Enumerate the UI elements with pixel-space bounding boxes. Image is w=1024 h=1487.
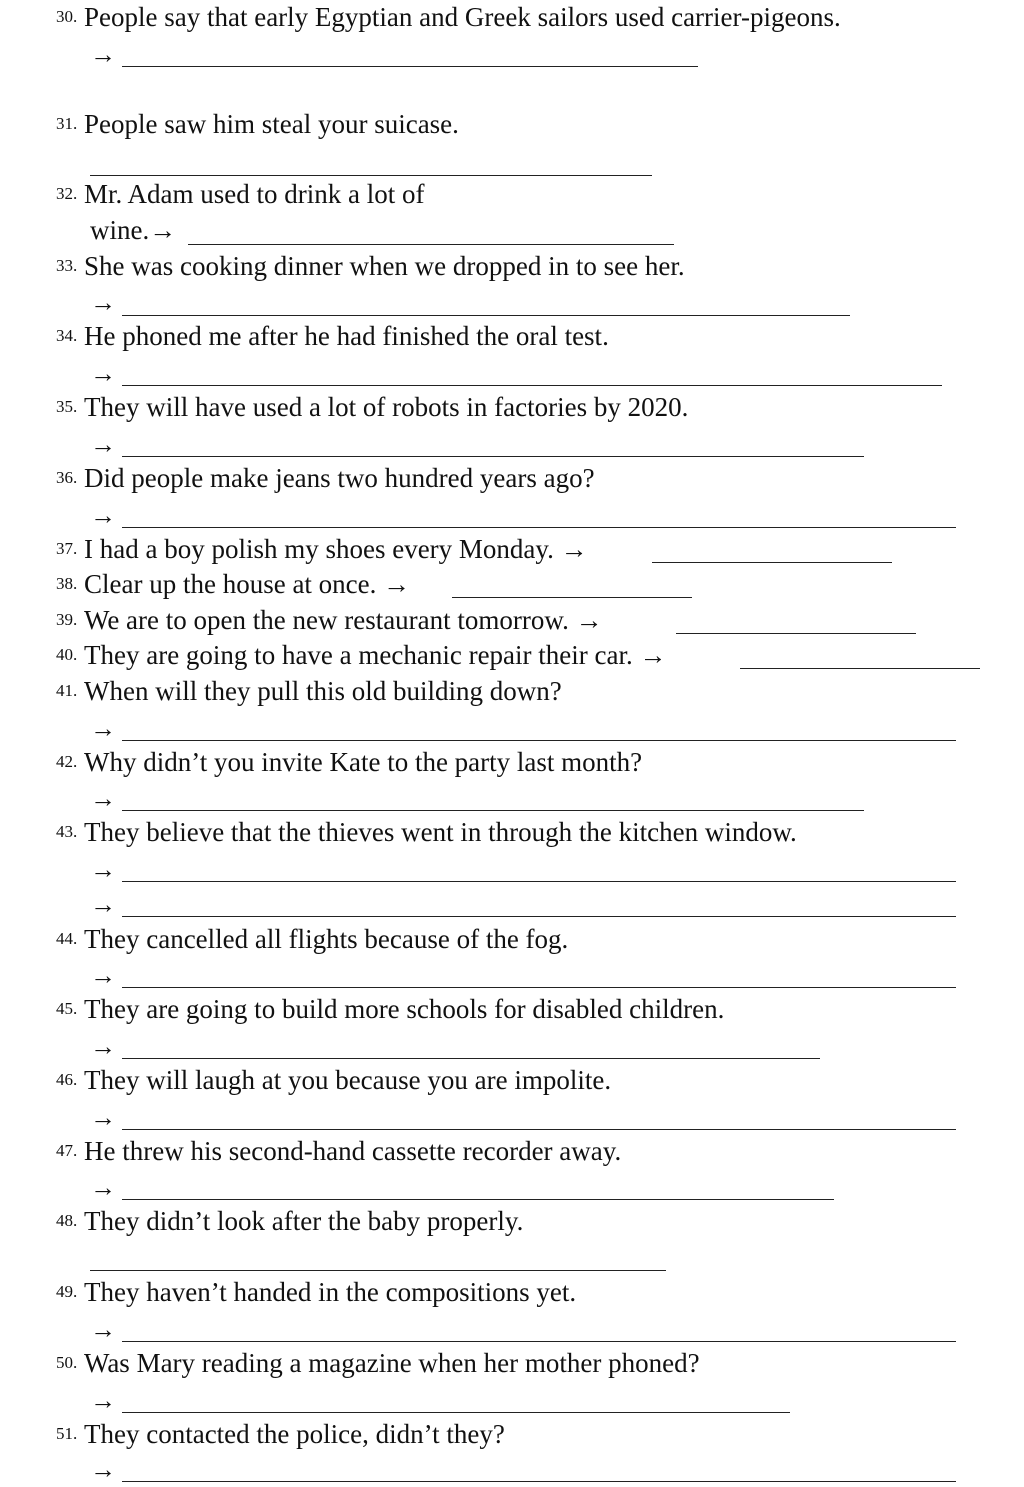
- arrow-icon: →: [90, 359, 116, 388]
- question-number: 36.: [56, 468, 78, 487]
- answer-blank-41[interactable]: [122, 740, 956, 741]
- arrow-icon: →: [90, 1173, 116, 1202]
- question-text: Was Mary reading a magazine when her mother phoned?: [84, 1348, 700, 1378]
- question-text: They believe that the thieves went in through the kitchen window.: [84, 817, 797, 847]
- question-number: 44.: [56, 929, 78, 948]
- arrow-icon: →: [90, 855, 116, 884]
- arrow-icon: →: [90, 961, 116, 990]
- question-text: They cancelled all flights because of the fog.: [84, 924, 569, 954]
- answer-blank-45[interactable]: [122, 1058, 820, 1059]
- arrow-icon: →: [90, 1032, 116, 1061]
- question-number: 49.: [56, 1282, 78, 1301]
- arrow-icon: →: [90, 1315, 116, 1344]
- question-text: They haven’t handed in the compositions yet.: [84, 1277, 577, 1307]
- answer-blank-51[interactable]: [122, 1481, 956, 1482]
- answer-blank-43a[interactable]: [122, 881, 956, 882]
- question-number: 50.: [56, 1353, 78, 1372]
- arrow-icon: →: [90, 784, 116, 813]
- question-number: 43.: [56, 822, 78, 841]
- answer-blank-43b[interactable]: [122, 916, 956, 917]
- arrow-icon: →: [90, 714, 116, 743]
- question-number: 30.: [56, 7, 78, 26]
- answer-blank-36[interactable]: [122, 527, 956, 528]
- question-text: They didn’t look after the baby properly.: [84, 1206, 524, 1236]
- answer-blank-49[interactable]: [122, 1341, 956, 1342]
- question-text: Did people make jeans two hundred years ago?: [84, 463, 595, 493]
- question-number: 32.: [56, 184, 78, 203]
- answer-blank-40[interactable]: [740, 668, 980, 669]
- answer-blank-34[interactable]: [122, 385, 942, 386]
- question-number: 42.: [56, 752, 78, 771]
- question-number: 51.: [56, 1424, 78, 1443]
- answer-blank-39[interactable]: [676, 633, 916, 634]
- question-text: They will laugh at you because you are impolite.: [84, 1065, 612, 1095]
- question-number: 35.: [56, 397, 78, 416]
- answer-blank-37[interactable]: [652, 562, 892, 563]
- answer-blank-33[interactable]: [122, 315, 850, 316]
- question-text: When will they pull this old building down?: [84, 676, 562, 706]
- question-number: 39.: [56, 610, 78, 629]
- question-number: 46.: [56, 1070, 78, 1089]
- answer-blank-30[interactable]: [122, 66, 698, 67]
- answer-blank-44[interactable]: [122, 987, 956, 988]
- answer-blank-48[interactable]: [90, 1270, 666, 1271]
- question-text: He threw his second-hand cassette recorder away.: [84, 1136, 622, 1166]
- question-text: They are going to have a mechanic repair their car. →: [84, 640, 667, 670]
- question-number: 31.: [56, 114, 78, 133]
- question-text: We are to open the new restaurant tomorrow. →: [84, 605, 603, 635]
- question-number: 40.: [56, 645, 78, 664]
- question-text: Why didn’t you invite Kate to the party last month?: [84, 747, 643, 777]
- question-text: She was cooking dinner when we dropped in to see her.: [84, 251, 685, 281]
- question-number: 38.: [56, 574, 78, 593]
- question-text: People say that early Egyptian and Greek sailors used carrier-pigeons.: [84, 2, 841, 32]
- question-number: 33.: [56, 256, 78, 275]
- question-number: 48.: [56, 1211, 78, 1230]
- arrow-icon: →: [90, 288, 116, 317]
- arrow-icon: →: [90, 430, 116, 459]
- answer-blank-38[interactable]: [452, 597, 692, 598]
- question-text: People saw him steal your suicase.: [84, 109, 459, 139]
- arrow-icon: →: [90, 40, 116, 69]
- answer-blank-50[interactable]: [122, 1412, 790, 1413]
- arrow-icon: →: [90, 1455, 116, 1484]
- answer-blank-31[interactable]: [90, 175, 652, 176]
- answer-blank-47[interactable]: [122, 1199, 834, 1200]
- question-text: They contacted the police, didn’t they?: [84, 1419, 505, 1449]
- arrow-icon: →: [90, 890, 116, 919]
- answer-blank-32[interactable]: [188, 244, 674, 245]
- arrow-icon: →: [90, 1386, 116, 1415]
- arrow-icon: →: [90, 1103, 116, 1132]
- answer-blank-46[interactable]: [122, 1129, 956, 1130]
- question-text: They will have used a lot of robots in factories by 2020.: [84, 392, 689, 422]
- question-text: Clear up the house at once. →: [84, 569, 411, 599]
- question-text: He phoned me after he had finished the oral test.: [84, 321, 609, 351]
- question-continuation: wine.→: [90, 215, 177, 245]
- question-text: Mr. Adam used to drink a lot of: [84, 179, 425, 209]
- question-number: 45.: [56, 999, 78, 1018]
- question-number: 34.: [56, 326, 78, 345]
- question-number: 47.: [56, 1141, 78, 1160]
- question-number: 37.: [56, 539, 78, 558]
- question-text: They are going to build more schools for disabled children.: [84, 994, 725, 1024]
- answer-blank-35[interactable]: [122, 456, 864, 457]
- question-text: I had a boy polish my shoes every Monday. →: [84, 534, 588, 564]
- question-number: 41.: [56, 681, 78, 700]
- arrow-icon: →: [90, 501, 116, 530]
- answer-blank-42[interactable]: [122, 810, 864, 811]
